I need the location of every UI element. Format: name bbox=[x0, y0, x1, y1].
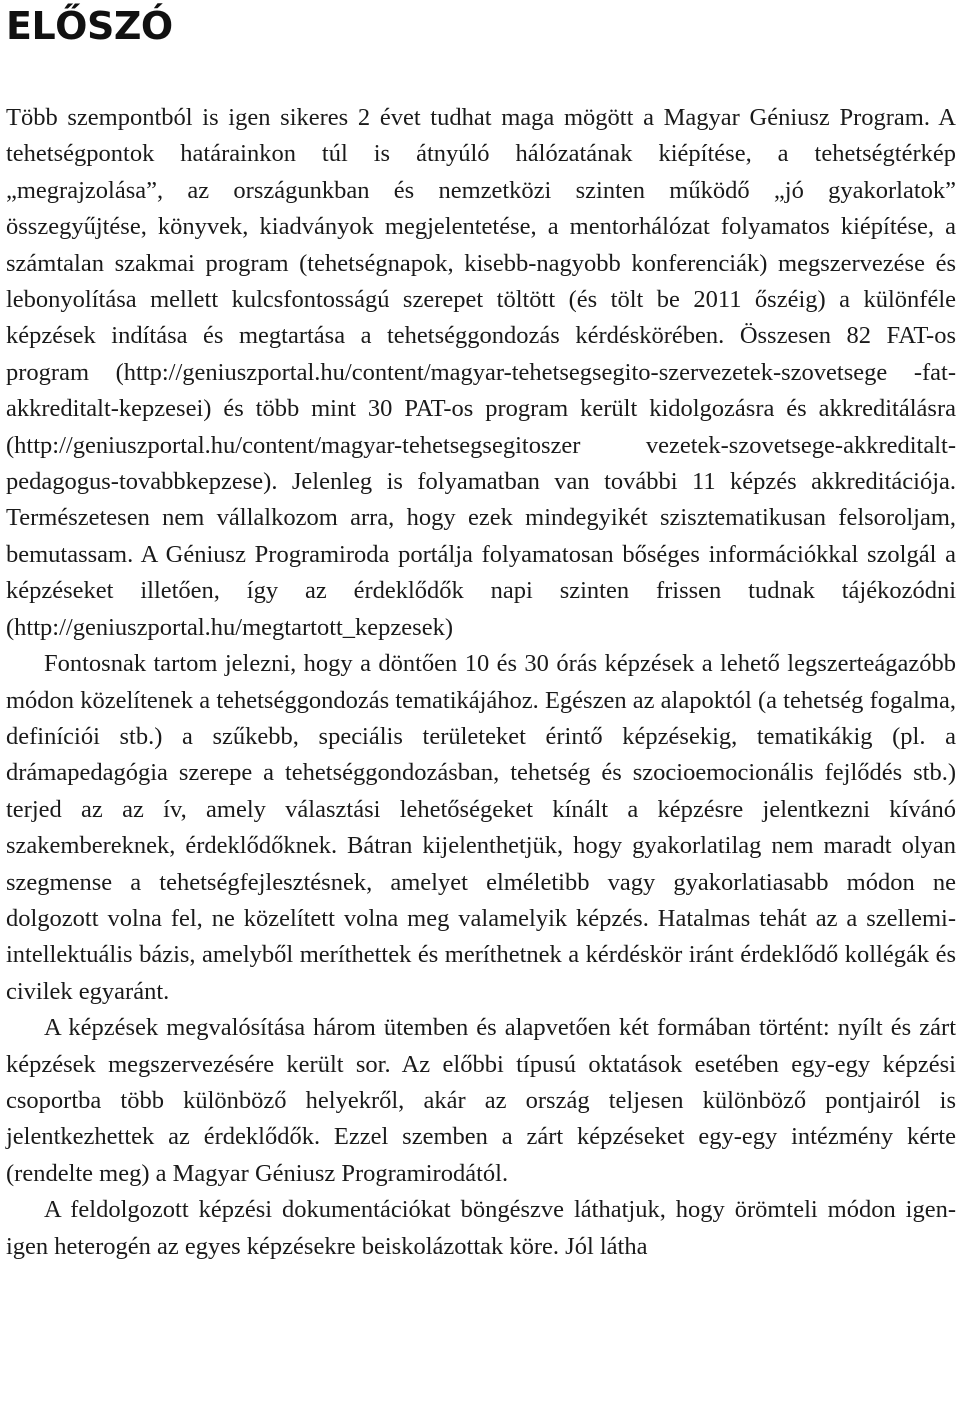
document-page bbox=[6, 0, 956, 1265]
paragraph-1: Több szempontból is igen sikeres 2 évet tudhat maga mögött a Magyar Géniusz Program. A tehetségpontok határainkon túl is átnyúló hálózatának kiépítése, a tehetségtérkép „megrajzolása”, az országunkban és nemzetközi szinten működő „jó gyakorlatok” összegyűjtése, könyvek, kiadványok megjelentetése, a mentorhálózat folyamatos kiépítése, a számtalan szakmai program (tehetségnapok, kisebb-nagyobb konferenciák) megszervezése és lebonyolítása mellett kulcsfontosságú szerepet töltött (és tölt be 2011 őszéig) a különféle képzések indítása és megtartása a tehetséggondozás kérdéskörében. Összesen 82 FAT-os program (http://geniuszportal.hu/content/magyar-tehetsegsegito-szervezetek-szovetsege -fat-akkreditalt-kepzesei) és több mint 30 PAT-os program került kidolgozásra és akkreditálásra (http://geniuszportal.hu/content/magyar-tehetsegsegitoszer vezetek-szovetsege-akkreditalt-pedagogus-tovabbkepzese). Jelenleg is folyamatban van további 11 képzés akkreditációja. Természetesen nem vállalkozom arra, hogy ezek mindegyikét szisztematikusan felsoroljam, bemutassam. A Géniusz Programiroda portálja folyamatosan bőséges információkkal szolgál a képzéseket illetően, így az érdeklődők napi szinten frissen tudnak tájékozódni (http://geniuszportal.hu/megtartott_kepzesek) bbox=[6, 104, 956, 641]
paragraph-4: A feldolgozott képzési dokumentációkat böngészve láthatjuk, hogy örömteli módon igen-igen heterogén az egyes képzésekre beiskolázottak köre. Jól látha bbox=[6, 1196, 956, 1260]
paragraph-3: A képzések megvalósítása három ütemben és alapvetően két formában történt: nyílt és zárt képzések megszervezésére került sor. Az előbbi típusú oktatások esetében egy-egy képzési csoportba több különböző helyekről, akár az ország teljesen különböző pontjairól is jelentkezhettek az érdeklődők. Ezzel szemben a zárt képzéseket egy-egy intézmény kérte (rendelte meg) a Magyar Géniusz Programirodától. bbox=[6, 1014, 956, 1187]
body-text bbox=[6, 100, 956, 1265]
paragraph-2: Fontosnak tartom jelezni, hogy a döntően 10 és 30 órás képzések a lehető legszerteágazóbb módon közelítenek a tehetséggondozás tematikájához. Egészen az alapoktól (a tehetség fogalma, definíciói stb.) a szűkebb, speciális területeket érintő képzésekig, tematikákig (pl. a drámapedagógia szerepe a tehetséggondozásban, tehetség és szocioemocionális fejlődés stb.) terjed az az ív, amely választási lehetőségeket kínált a képzésre jelentkezni kívánó szakembereknek, érdeklődőknek. Bátran kijelenthetjük, hogy gyakorlatilag nem maradt olyan szegmense a tehetségfejlesztésnek, amelyet elméletibb vagy gyakorlatiasabb módon ne dolgozott volna fel, ne közelített volna meg valamelyik képzés. Hatalmas tehát az a szellemi-intellektuális bázis, amelyből meríthettek és meríthetnek a kérdéskör iránt érdeklődő kollégák és civilek egyaránt. bbox=[6, 650, 956, 1005]
page-title: ELŐSZÓ bbox=[6, 4, 173, 48]
